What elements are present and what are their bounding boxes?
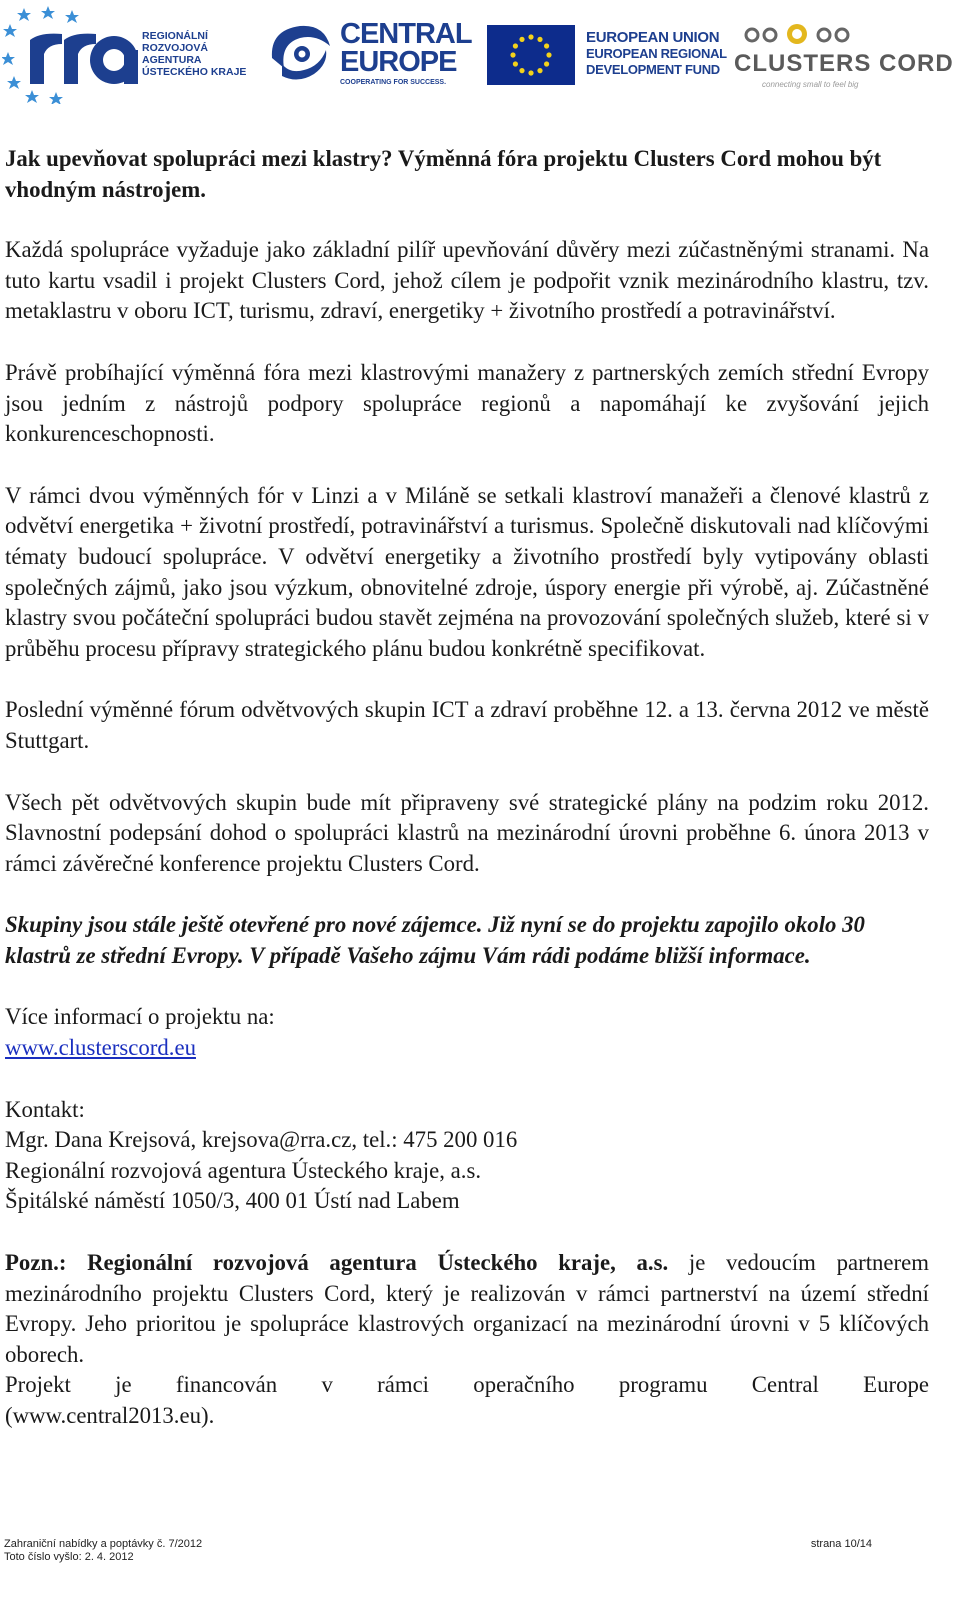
- contact-address: Špitálské náměstí 1050/3, 400 01 Ústí nad Labem: [5, 1188, 460, 1214]
- article-title: Jak upevňovat spolupráci mezi klastry? Výměnná fóra projektu Clusters Cord mohou být vhodným nástrojem.: [5, 146, 882, 202]
- clusters-cord-rings-icon: [742, 22, 852, 48]
- note-prefix: Pozn.: Regionální rozvojová agentura Ústeckého kraje, a.s.: [5, 1250, 669, 1276]
- highlight-paragraph: Skupiny jsou stále ještě otevřené pro nové zájemce. Již nyní se do projektu zapojilo okolo 30 klastrů ze střední Evropy. V případě Vašeho zájmu Vám rádi podáme bližší informace.: [5, 912, 865, 968]
- rra-logo: [2, 4, 247, 104]
- clusters-cord-tagline: connecting small to feel big: [762, 80, 859, 89]
- paragraph-1: Každá spolupráce vyžaduje jako základní pilíř upevňování důvěry mezi zúčastněnými stranami. Na tuto kartu vsadil i projekt Clusters Cord, jehož cílem je podpořit vznik mezinárodního klastru, tzv. metaklastru v oboru ICT, turismu, zdraví, energetiky + životního prostředí a potravinářství.: [5, 237, 929, 324]
- central-europe-swirl-icon: [262, 18, 336, 88]
- footer-issue-date: Toto číslo vyšlo: 2. 4. 2012: [4, 1551, 134, 1563]
- footer-row-1: [4, 1538, 930, 1551]
- paragraph-3: V rámci dvou výměnných fór v Linzi a v Miláně se setkali klastroví manažeři a členové klastrů z odvětví energetika + životní prostředí, potravinářství a turismus. Společně diskutovali nad klíčovými tématy budoucí spolupráce. V odvětví energetiky a životního prostředí byly vytipovány oblasti společných zájmů, jako jsou výzkum, obnovitelné zdroje, úspory energie při výrobě, aj. Zúčastněné klastry svou počáteční spolupráci budou stavět zejména na provozování společných služeb, které si v průběhu procesu přípravy strategického plánu budou konkrétně specifikovat.: [5, 482, 929, 661]
- rra-logo-text: [142, 30, 246, 78]
- more-info-label: Více informací o projektu na:: [5, 1004, 275, 1030]
- rra-line-3: AGENTURA: [142, 54, 202, 66]
- rra-line-2: ROZVOJOVÁ: [142, 42, 208, 54]
- contact-person: Mgr. Dana Krejsová, krejsova@rra.cz, tel.: 475 200 016: [5, 1127, 518, 1153]
- note-text: je vedoucím partnerem mezinárodního projektu Clusters Cord, který je realizován v rámci partnerství na území střední Evropy. Jeho prioritou je spolupráce klastrových organizací na mezinárodní úrovni v 5 klíčových oborech.: [5, 1250, 929, 1367]
- funding-line: Projekt je financován v rámci operačního programu Central Europe: [5, 1372, 929, 1398]
- eu-line-2: EUROPEAN REGIONAL: [586, 46, 727, 61]
- rra-line-1: REGIONÁLNÍ: [142, 30, 208, 42]
- clusters-cord-logo: [732, 22, 954, 92]
- rra-line-4: ÚSTECKÉHO KRAJE: [142, 66, 247, 78]
- contact-label: Kontakt:: [5, 1096, 85, 1122]
- note-paragraph: [5, 1248, 929, 1370]
- rra-emblem-icon: [2, 4, 142, 104]
- footer-publication: Zahraniční nabídky a poptávky č. 7/2012: [4, 1538, 203, 1550]
- eu-logo: [487, 23, 727, 89]
- paragraph-4: Poslední výměnné fórum odvětvových skupin ICT a zdraví proběhne 12. a 13. června 2012 ve městě Stuttgart.: [5, 697, 929, 753]
- eu-flag-icon: [487, 25, 575, 85]
- paragraph-2: Právě probíhající výměnná fóra mezi klastrovými manažery z partnerských zemích střední Evropy jsou jedním z nástrojů podpory spolupráce regionů a napomáhají ke zvyšování jejich konkurenceschopnosti.: [5, 359, 929, 447]
- article: [5, 144, 929, 1432]
- funding-url: (www.central2013.eu).: [5, 1403, 215, 1428]
- footer-row-2: [4, 1551, 930, 1564]
- header-logos: [0, 0, 960, 110]
- central-europe-logo: [262, 18, 472, 90]
- eu-line-1: EUROPEAN UNION: [586, 29, 720, 46]
- eu-line-3: DEVELOPMENT FUND: [586, 62, 720, 77]
- paragraph-5: Všech pět odvětvových skupin bude mít připraveny své strategické plány na podzim roku 2012. Slavnostní podepsání dohod o spolupráci klastrů na mezinárodní úrovni proběhne 6. února 2013 v rámci závěrečné konference projektu Clusters Cord.: [5, 789, 929, 876]
- eu-logo-text: [586, 29, 727, 78]
- central-europe-line-1: CENTRAL: [340, 18, 472, 50]
- contact-organization: Regionální rozvojová agentura Ústeckého kraje, a.s.: [5, 1157, 482, 1183]
- footer-page-number: strana 10/14: [810, 1538, 872, 1550]
- clusters-cord-name: CLUSTERS CORD: [734, 50, 954, 77]
- clusterscord-link[interactable]: www.clusterscord.eu: [5, 1035, 196, 1061]
- central-europe-line-2: EUROPE: [340, 46, 457, 78]
- central-europe-tagline: COOPERATING FOR SUCCESS.: [340, 79, 447, 86]
